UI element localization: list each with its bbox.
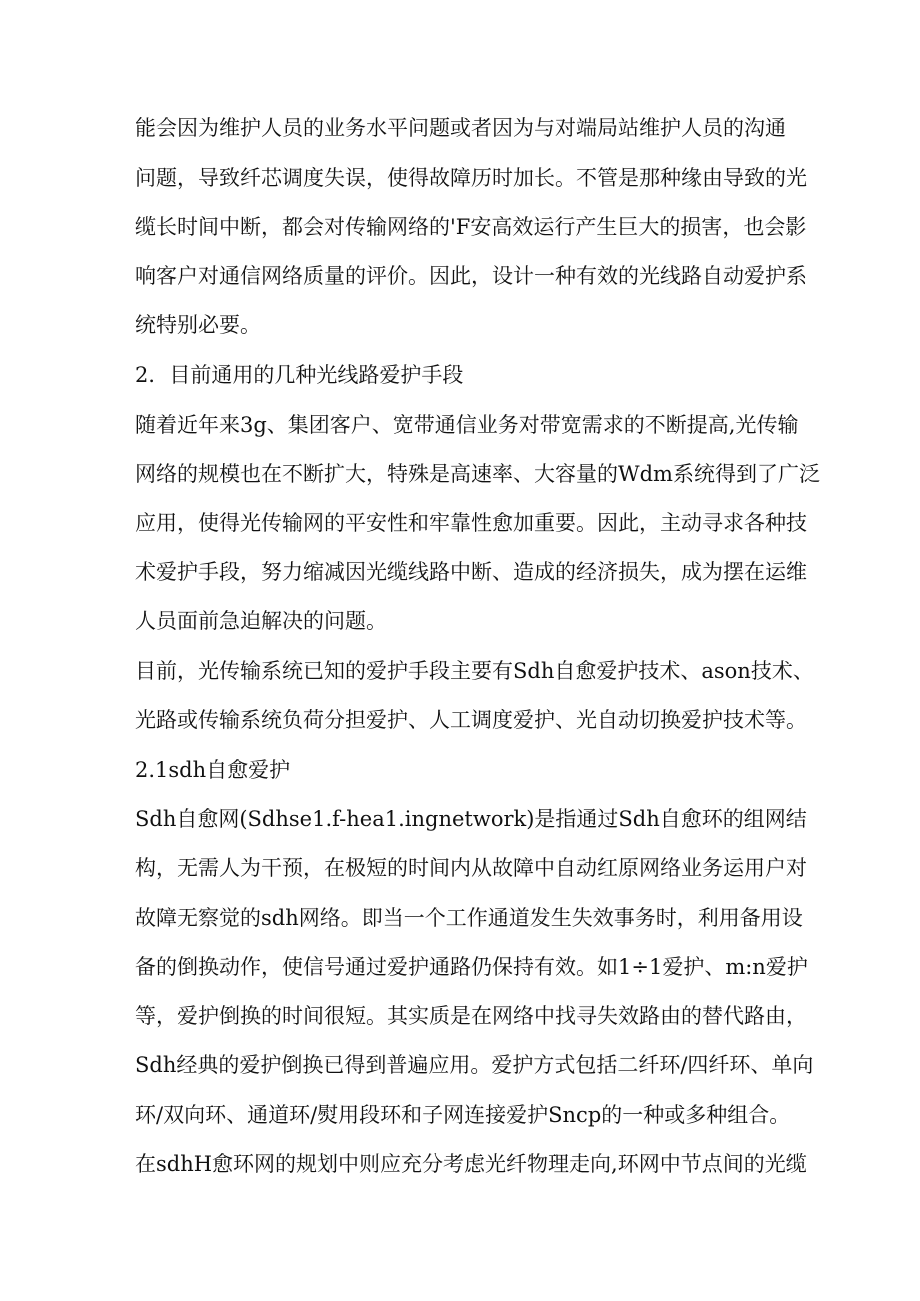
text-line: 能会因为维护人员的业务水平问题或者因为与对端局站维护人员的沟通 [135,116,786,140]
text-line: 随着近年来3g、集团客户、宽带通信业务对带宽需求的不断提高,光传输 [135,413,799,437]
text-line: 缆长时间中断，都会对传输网络的'F安高效运行产生巨大的损害，也会影 [135,215,807,239]
text-line: 环/双向环、通道环/熨用段环和子网连接爱护Sncp的一种或多种组合。 [135,1103,791,1127]
text-line: 统特别必要。 [135,313,261,337]
text-line: 应用，使得光传输网的平安性和牢靠性愈加重要。因此，主动寻求各种技 [135,511,807,535]
text-line: Sdh经典的爱护倒换已得到普遍应用。爱护方式包括二纤环/四纤环、单向 [135,1053,814,1077]
text-line: 响客户对通信网络质量的评价。因此，设计一种有效的光线路自动爱护系 [135,264,807,288]
text-line: 在sdhH愈环网的规划中则应充分考虑光纤物理走向,环网中节点间的光缆 [135,1152,807,1176]
text-line: 构，无需人为干预，在极短的时间内从故障中自动红原网络业务运用户对 [135,856,807,880]
text-line: 网络的规模也在不断扩大，特殊是高速率、大容量的Wdm系统得到了广泛 [135,462,820,486]
text-line: 备的倒换动作，使信号通过爱护通路仍保持有效。如1÷1爱护、m:n爱护 [135,955,808,979]
text-line: 术爱护手段，努力缩减因光缆线路中断、造成的经济损失，成为摆在运维 [135,560,807,584]
text-line: Sdh自愈网(Sdhse1.f-hea1.ingnetwork)是指通过Sdh自愈环的组网结 [135,807,807,831]
text-line: 问题，导致纤芯调度失误，使得故障历时加长。不管是那种缘由导致的光 [135,166,807,190]
text-line: 人员面前急迫解决的问题。 [135,609,387,633]
subsection-heading: 2.1sdh自愈爱护 [135,758,291,782]
text-line: 故障无察觉的sdh网络。即当一个工作通道发生失效事务时，利用备用设 [135,906,803,930]
text-line: 光路或传输系统负荷分担爱护、人工调度爱护、光自动切换爱护技术等。 [135,708,807,732]
text-line: 等，爱护倒换的时间很短。其实质是在网络中找寻失效路由的替代路由， [135,1004,807,1028]
text-line: 目前，光传输系统已知的爱护手段主要有Sdh自愈爱护技术、ason技术、 [135,659,814,683]
section-heading: 2．目前通用的几种光线路爱护手段 [135,363,464,387]
